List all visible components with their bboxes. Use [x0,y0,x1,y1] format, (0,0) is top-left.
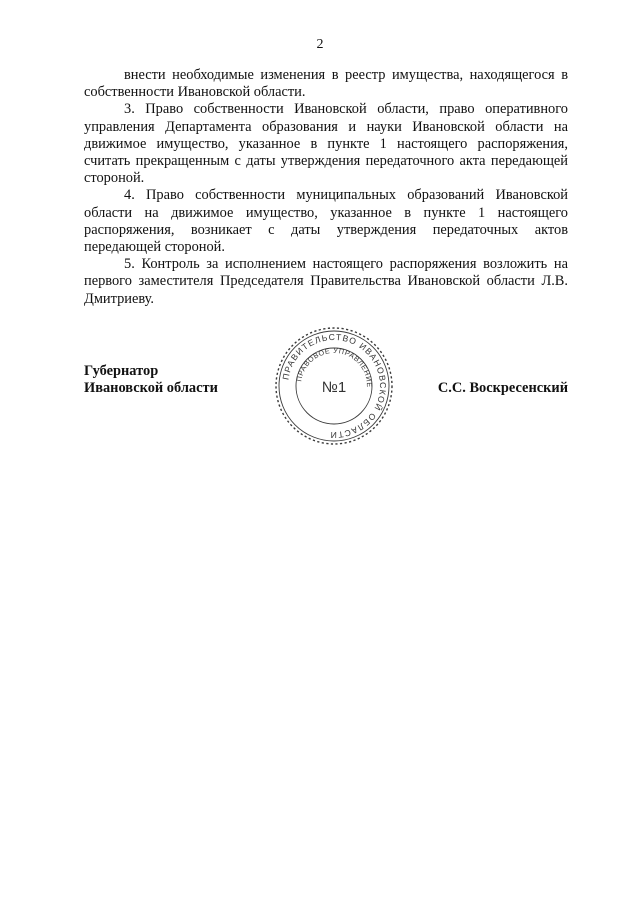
text-line: 5. Контроль за исполнением настоящего распоряжения возложить [124,256,548,273]
official-seal [272,326,396,446]
page-number: 2 [316,37,324,52]
text-line: на движимое имущество, указанное в пункте 1 настоящего распоряжения, [84,118,568,152]
text-line: считать прекращенным с даты утверждения передаточного акта [84,153,486,170]
signatory-title-line1: Губернатор [84,363,159,379]
document-body [84,67,568,308]
text-line: управления Департамента образования и науки Ивановской области [84,118,544,135]
paragraph-item-4 [84,187,568,256]
text-line: Л.В. Дмитриеву. [84,273,569,307]
signatory-name: С.С. Воскресенский [437,380,568,396]
text-line: распоряжения, возникает с даты утверждения передаточных актов [84,221,568,238]
text-line: на первого заместителя Председателя Правительства Ивановской области [84,256,568,290]
text-line: области на движимое имущество, указанное в пункте 1 настоящего [84,204,568,221]
text-line: внести необходимые изменения в реестр имущества, находящегося [124,67,555,83]
text-line: 3. Право собственности Ивановской области, право оперативного [124,101,568,118]
signature-block [84,326,568,446]
seal-inner-textpath: ПРАВОВОЕ УПРАВЛЕНИЕ [294,345,375,388]
signatory-title [84,363,218,397]
text-line: передающей стороной. [84,153,568,187]
text-line: в собственности Ивановской области. [84,67,568,101]
seal-icon [272,326,396,446]
paragraph-item-5 [84,256,568,308]
text-line: 4. Право собственности муниципальных образований Ивановской [124,187,568,204]
paragraph-continuation [84,67,568,101]
signatory-title-line2: Ивановской области [84,380,218,397]
seal-outer-textpath: ПРАВИТЕЛЬСТВО ИВАНОВСКОЙ ОБЛАСТИ [280,331,389,441]
paragraph-item-3 [84,101,568,187]
text-line: передающей стороной. [84,239,225,256]
seal-center-number: №1 [321,379,347,396]
